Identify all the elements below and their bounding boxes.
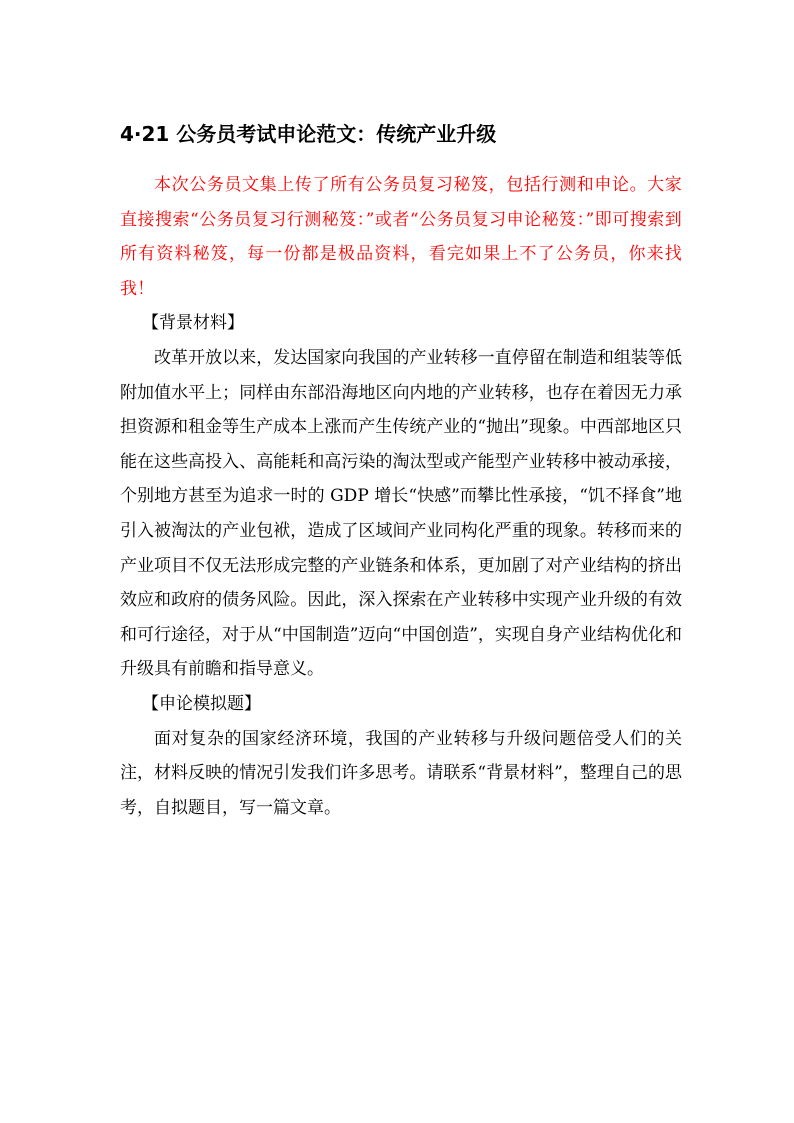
section-heading-question: 【申论模拟题】 [142, 693, 261, 714]
background-paragraph: 改革开放以来，发达国家向我国的产业转移一直停留在制造和组装等低附加值水平上；同样由东部沿海地区向内地的产业转移，也存在着因无力承担资源和租金等生产成本上涨而产生传统产业的“抛出”现象。中西部地区只能在这些高投入、高能耗和高污染的淘汰型或产能型产业转移中被动承接，个别地方甚至为追求一时的 GDP 增长“快感”而攀比性承接，“饥不择食”地引入被淘汰的产业包袱，造成了区域间产业同构化严重的现象。转移而来的产业项目不仅无法形成完整的产业链条和体系，更加剧了对产业结构的挤出效应和政府的债务风险。因此，深入探索在产业转移中实现产业升级的有效和可行途径，对于从“中国制造”迈向“中国创造”，实现自身产业结构优化和升级具有前瞻和指导意义。 [120, 347, 682, 680]
question-paragraph: 面对复杂的国家经济环境，我国的产业转移与升级问题倍受人们的关注，材料反映的情况引发我们许多思考。请联系“背景材料”，整理自己的思考，自拟题目，写一篇文章。 [120, 728, 682, 818]
document-body [120, 112, 682, 825]
download-notice: 本次公务员文集上传了所有公务员复习秘笈，包括行测和申论。大家直接搜索“公务员复习行测秘笈：”或者“公务员复习申论秘笈：”即可搜索到所有资料秘笈，每一份都是极品资料，看完如果上不了公务员，你来找我！ [120, 175, 682, 299]
section-heading-background: 【背景材料】 [142, 313, 244, 334]
document-title: 4·21 公务员考试申论范文：传统产业升级 [120, 122, 497, 146]
